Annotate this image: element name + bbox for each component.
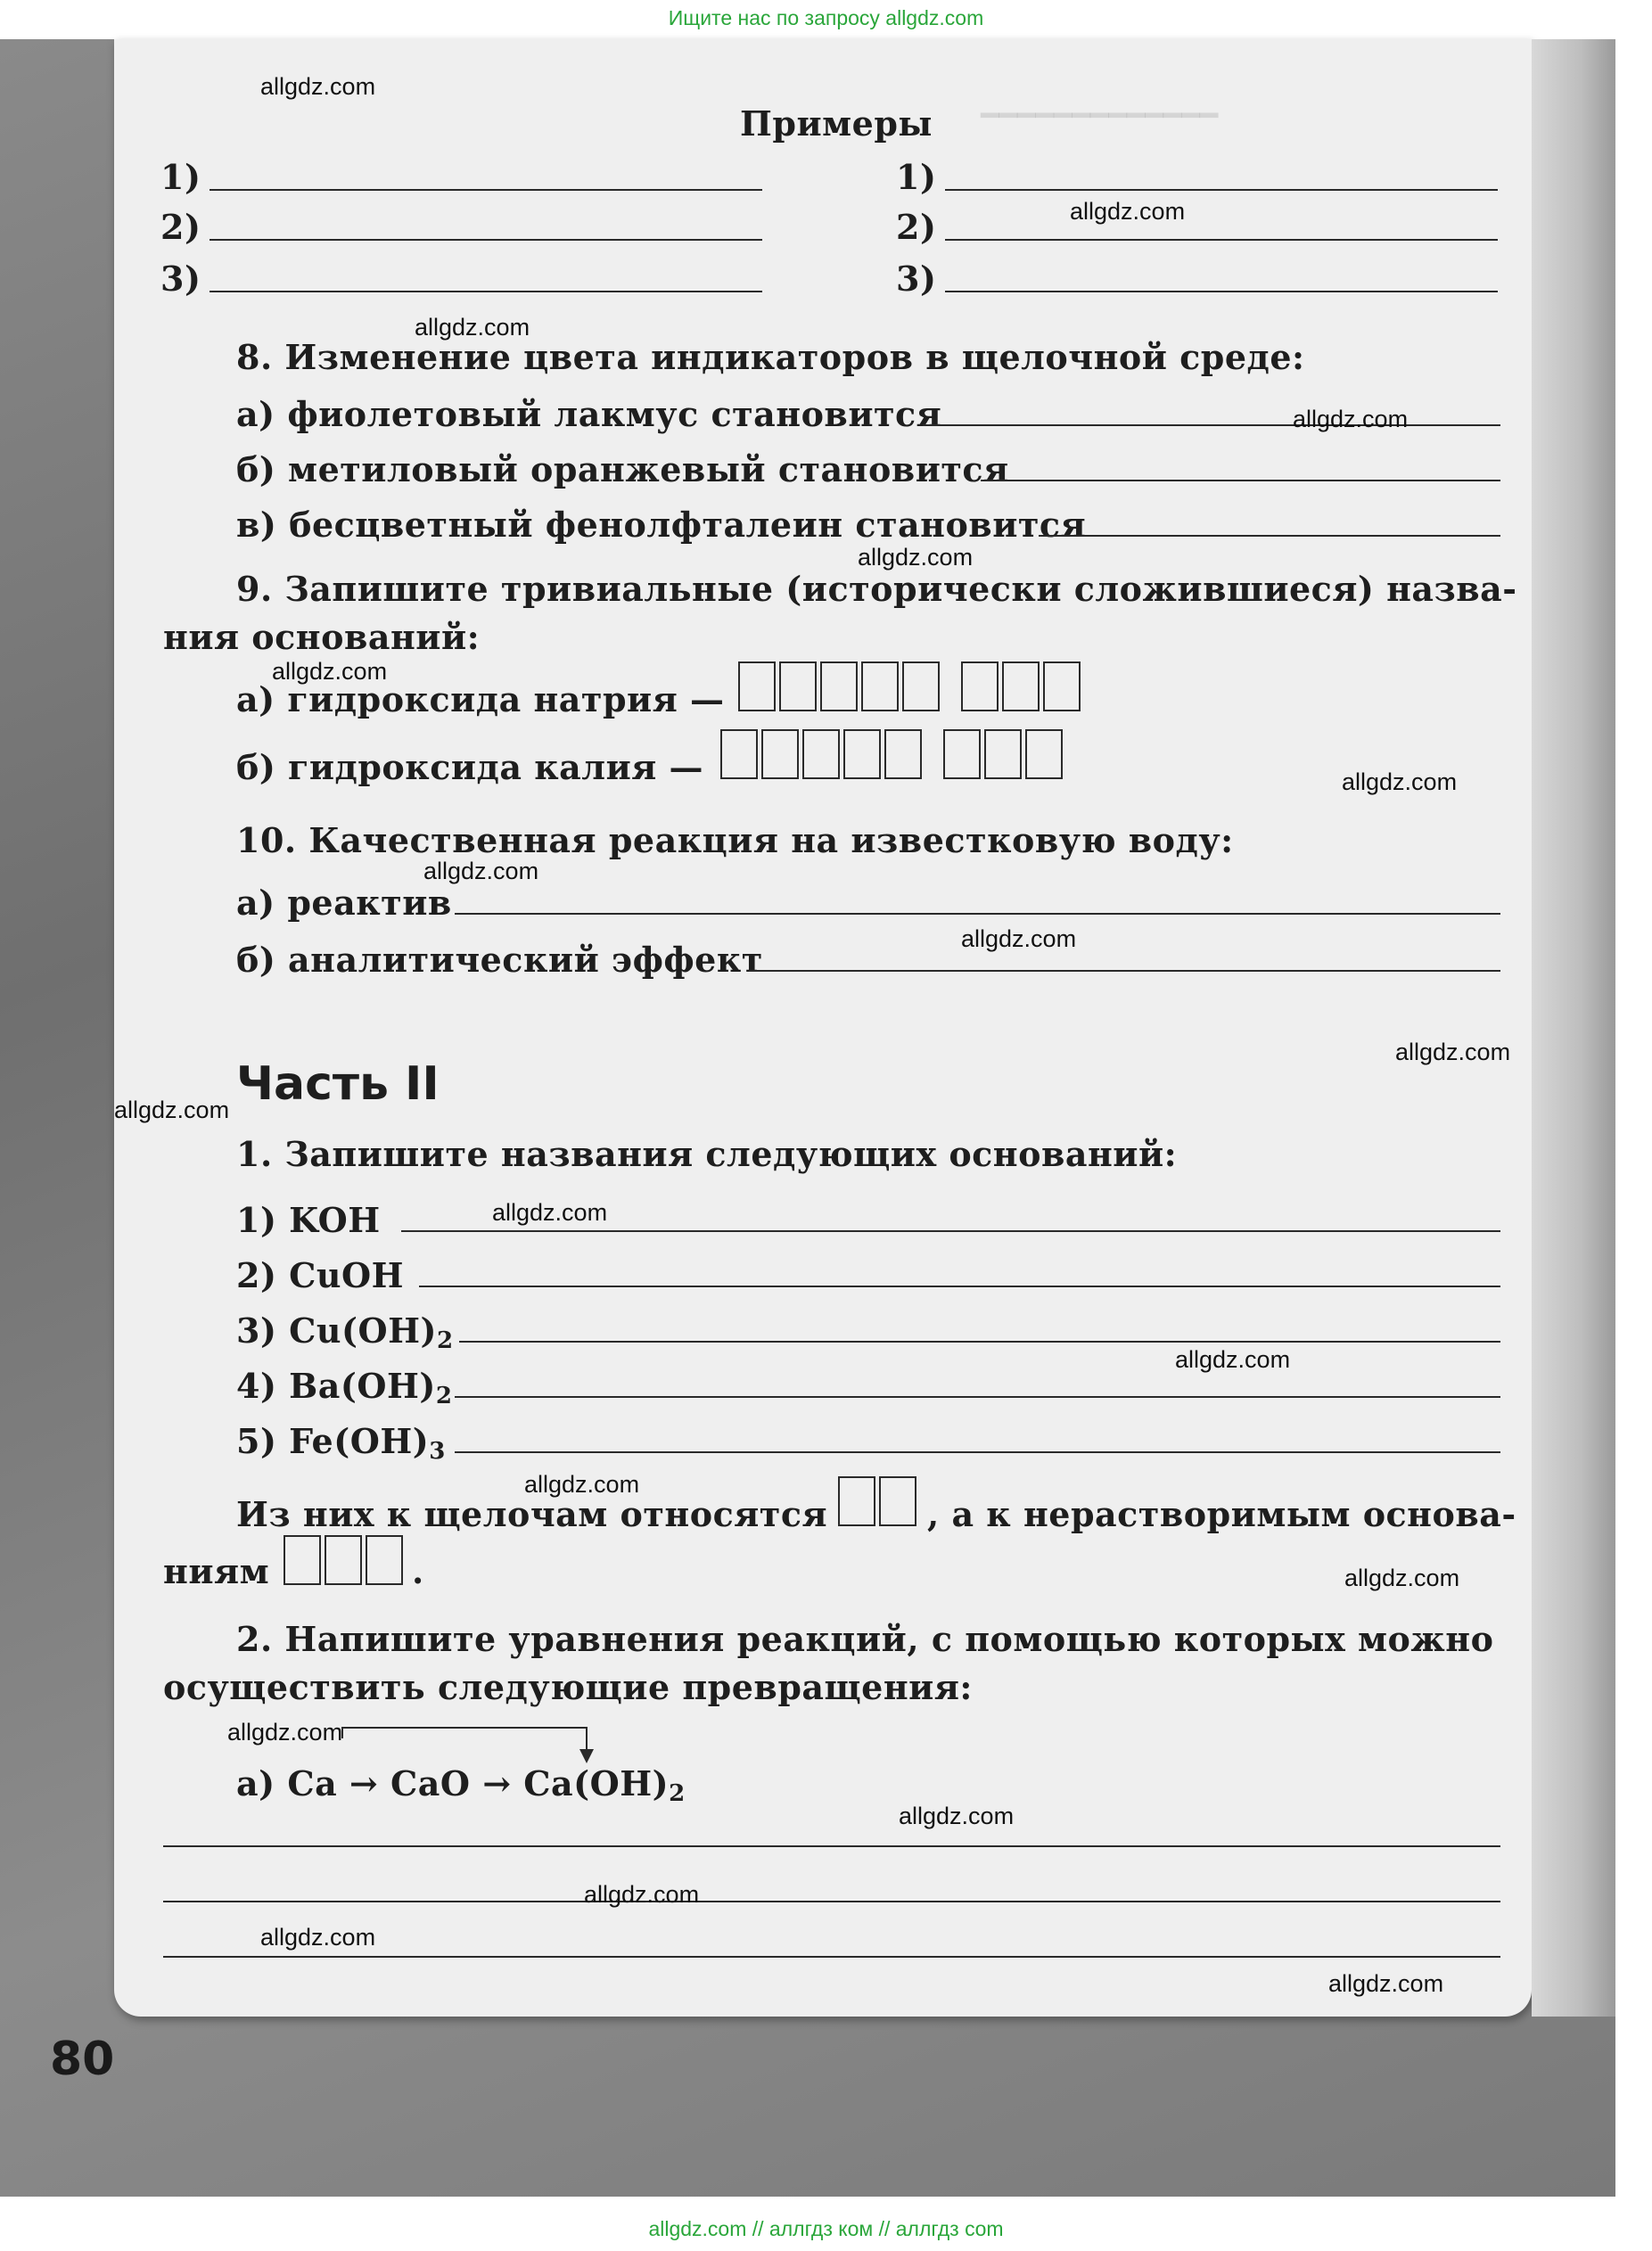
page-spine	[1532, 39, 1615, 2017]
watermark: allgdz.com	[1175, 1346, 1291, 1373]
page-number: 80	[50, 2033, 115, 2086]
answer-line[interactable]	[455, 1396, 1500, 1398]
answer-line[interactable]	[923, 424, 1500, 426]
answer-line[interactable]	[981, 480, 1500, 481]
watermark: allgdz.com	[584, 1881, 700, 1908]
p2q1-item-3: 3) $Cu(OH)_2$	[236, 1310, 454, 1354]
watermark: allgdz.com	[1342, 768, 1458, 795]
bottom-banner[interactable]: allgdz.com // аллгдз ком // аллгдз com	[648, 2217, 1004, 2240]
watermark: allgdz.com	[899, 1803, 1015, 1829]
answer-line[interactable]	[455, 1451, 1500, 1453]
watermark: allgdz.com	[260, 1924, 376, 1951]
q10-title: 10. Качественная реакция на известковую воду:	[236, 820, 1234, 860]
insoluble-end: .	[412, 1551, 424, 1591]
watermark: allgdz.com	[524, 1471, 640, 1498]
watermark: allgdz.com	[1395, 1039, 1511, 1065]
watermark: allgdz.com	[858, 544, 974, 571]
example-right-3: 3)	[896, 259, 937, 299]
letter-boxes-kalium[interactable]	[720, 729, 1066, 779]
example-left-1: 1)	[160, 157, 201, 197]
answer-line[interactable]	[163, 1845, 1500, 1847]
watermark: allgdz.com	[1293, 406, 1409, 432]
answer-line[interactable]	[945, 239, 1498, 241]
part2-heading: Часть II	[236, 1057, 440, 1111]
watermark: allgdz.com	[423, 858, 539, 884]
insoluble-answer-boxes[interactable]	[284, 1535, 407, 1585]
q9-a: а) гидроксида натрия —	[236, 679, 725, 719]
answer-line[interactable]	[163, 1901, 1500, 1902]
reaction-arrow-icon	[339, 1722, 597, 1767]
examples-title: Примеры	[740, 103, 933, 144]
answer-line[interactable]	[210, 239, 762, 241]
bleed-through: ━━━━━━━━━━━━━	[981, 98, 1219, 134]
answer-line[interactable]	[455, 913, 1500, 915]
answer-line[interactable]	[749, 970, 1500, 972]
p2q1-item-5: 5) $Fe(OH)_3$	[236, 1421, 446, 1465]
alkali-line-end: , а к нерастворимым основа-	[927, 1494, 1516, 1534]
answer-line[interactable]	[401, 1230, 1500, 1232]
q10-b: б) аналитический эффект	[236, 940, 763, 980]
alkali-answer-boxes[interactable]	[838, 1476, 920, 1526]
p2q1-item-4: 4) $Ba(OH)_2$	[236, 1366, 453, 1409]
q9-title-line1: 9. Запишите тривиальные (исторически сложившиеся) назва-	[236, 569, 1517, 609]
answer-line[interactable]	[210, 189, 762, 191]
q8-a: а) фиолетовый лакмус становится	[236, 394, 942, 434]
watermark: allgdz.com	[492, 1199, 608, 1226]
watermark: allgdz.com	[1070, 198, 1186, 225]
watermark: allgdz.com	[114, 1097, 230, 1123]
watermark: allgdz.com	[1328, 1970, 1444, 1997]
letter-boxes-natrium[interactable]	[738, 661, 1084, 711]
answer-line[interactable]	[945, 291, 1498, 292]
insoluble-start: ниям	[163, 1551, 270, 1591]
watermark: allgdz.com	[415, 314, 530, 341]
watermark: allgdz.com	[1344, 1565, 1460, 1591]
watermark: allgdz.com	[961, 925, 1077, 952]
example-left-3: 3)	[160, 259, 201, 299]
p2q1-title: 1. Запишите названия следующих оснований:	[236, 1134, 1178, 1174]
example-right-2: 2)	[896, 207, 937, 247]
answer-line[interactable]	[210, 291, 762, 292]
p2q2-a: а) Ca → CaO → $Ca(OH)_2$	[236, 1763, 686, 1807]
q9-b: б) гидроксида калия —	[236, 747, 704, 787]
top-banner[interactable]: Ищите нас по запросу allgdz.com	[668, 6, 984, 29]
q8-c: в) бесцветный фенолфталеин становится	[236, 505, 1087, 545]
p2q2-title-line2: осуществить следующие превращения:	[163, 1667, 973, 1707]
q9-title-line2: ния оснований:	[163, 617, 481, 657]
q10-a: а) реактив	[236, 883, 452, 923]
answer-line[interactable]	[459, 1341, 1500, 1343]
example-left-2: 2)	[160, 207, 201, 247]
q8-title: 8. Изменение цвета индикаторов в щелочной среде:	[236, 337, 1305, 377]
q8-b: б) метиловый оранжевый становится	[236, 449, 1009, 489]
p2q1-item-2: 2) CuOH	[236, 1255, 405, 1295]
answer-line[interactable]	[419, 1286, 1500, 1287]
p2q1-item-1: 1) KOH	[236, 1200, 381, 1240]
answer-line[interactable]	[945, 189, 1498, 191]
watermark: allgdz.com	[260, 73, 376, 100]
watermark: allgdz.com	[272, 658, 388, 685]
alkali-line-start: Из них к щелочам относятся	[236, 1494, 828, 1534]
answer-line[interactable]	[1039, 535, 1500, 537]
watermark: allgdz.com	[227, 1719, 343, 1746]
answer-line[interactable]	[163, 1956, 1500, 1958]
example-right-1: 1)	[896, 157, 937, 197]
p2q2-title-line1: 2. Напишите уравнения реакций, с помощью которых можно	[236, 1619, 1494, 1659]
